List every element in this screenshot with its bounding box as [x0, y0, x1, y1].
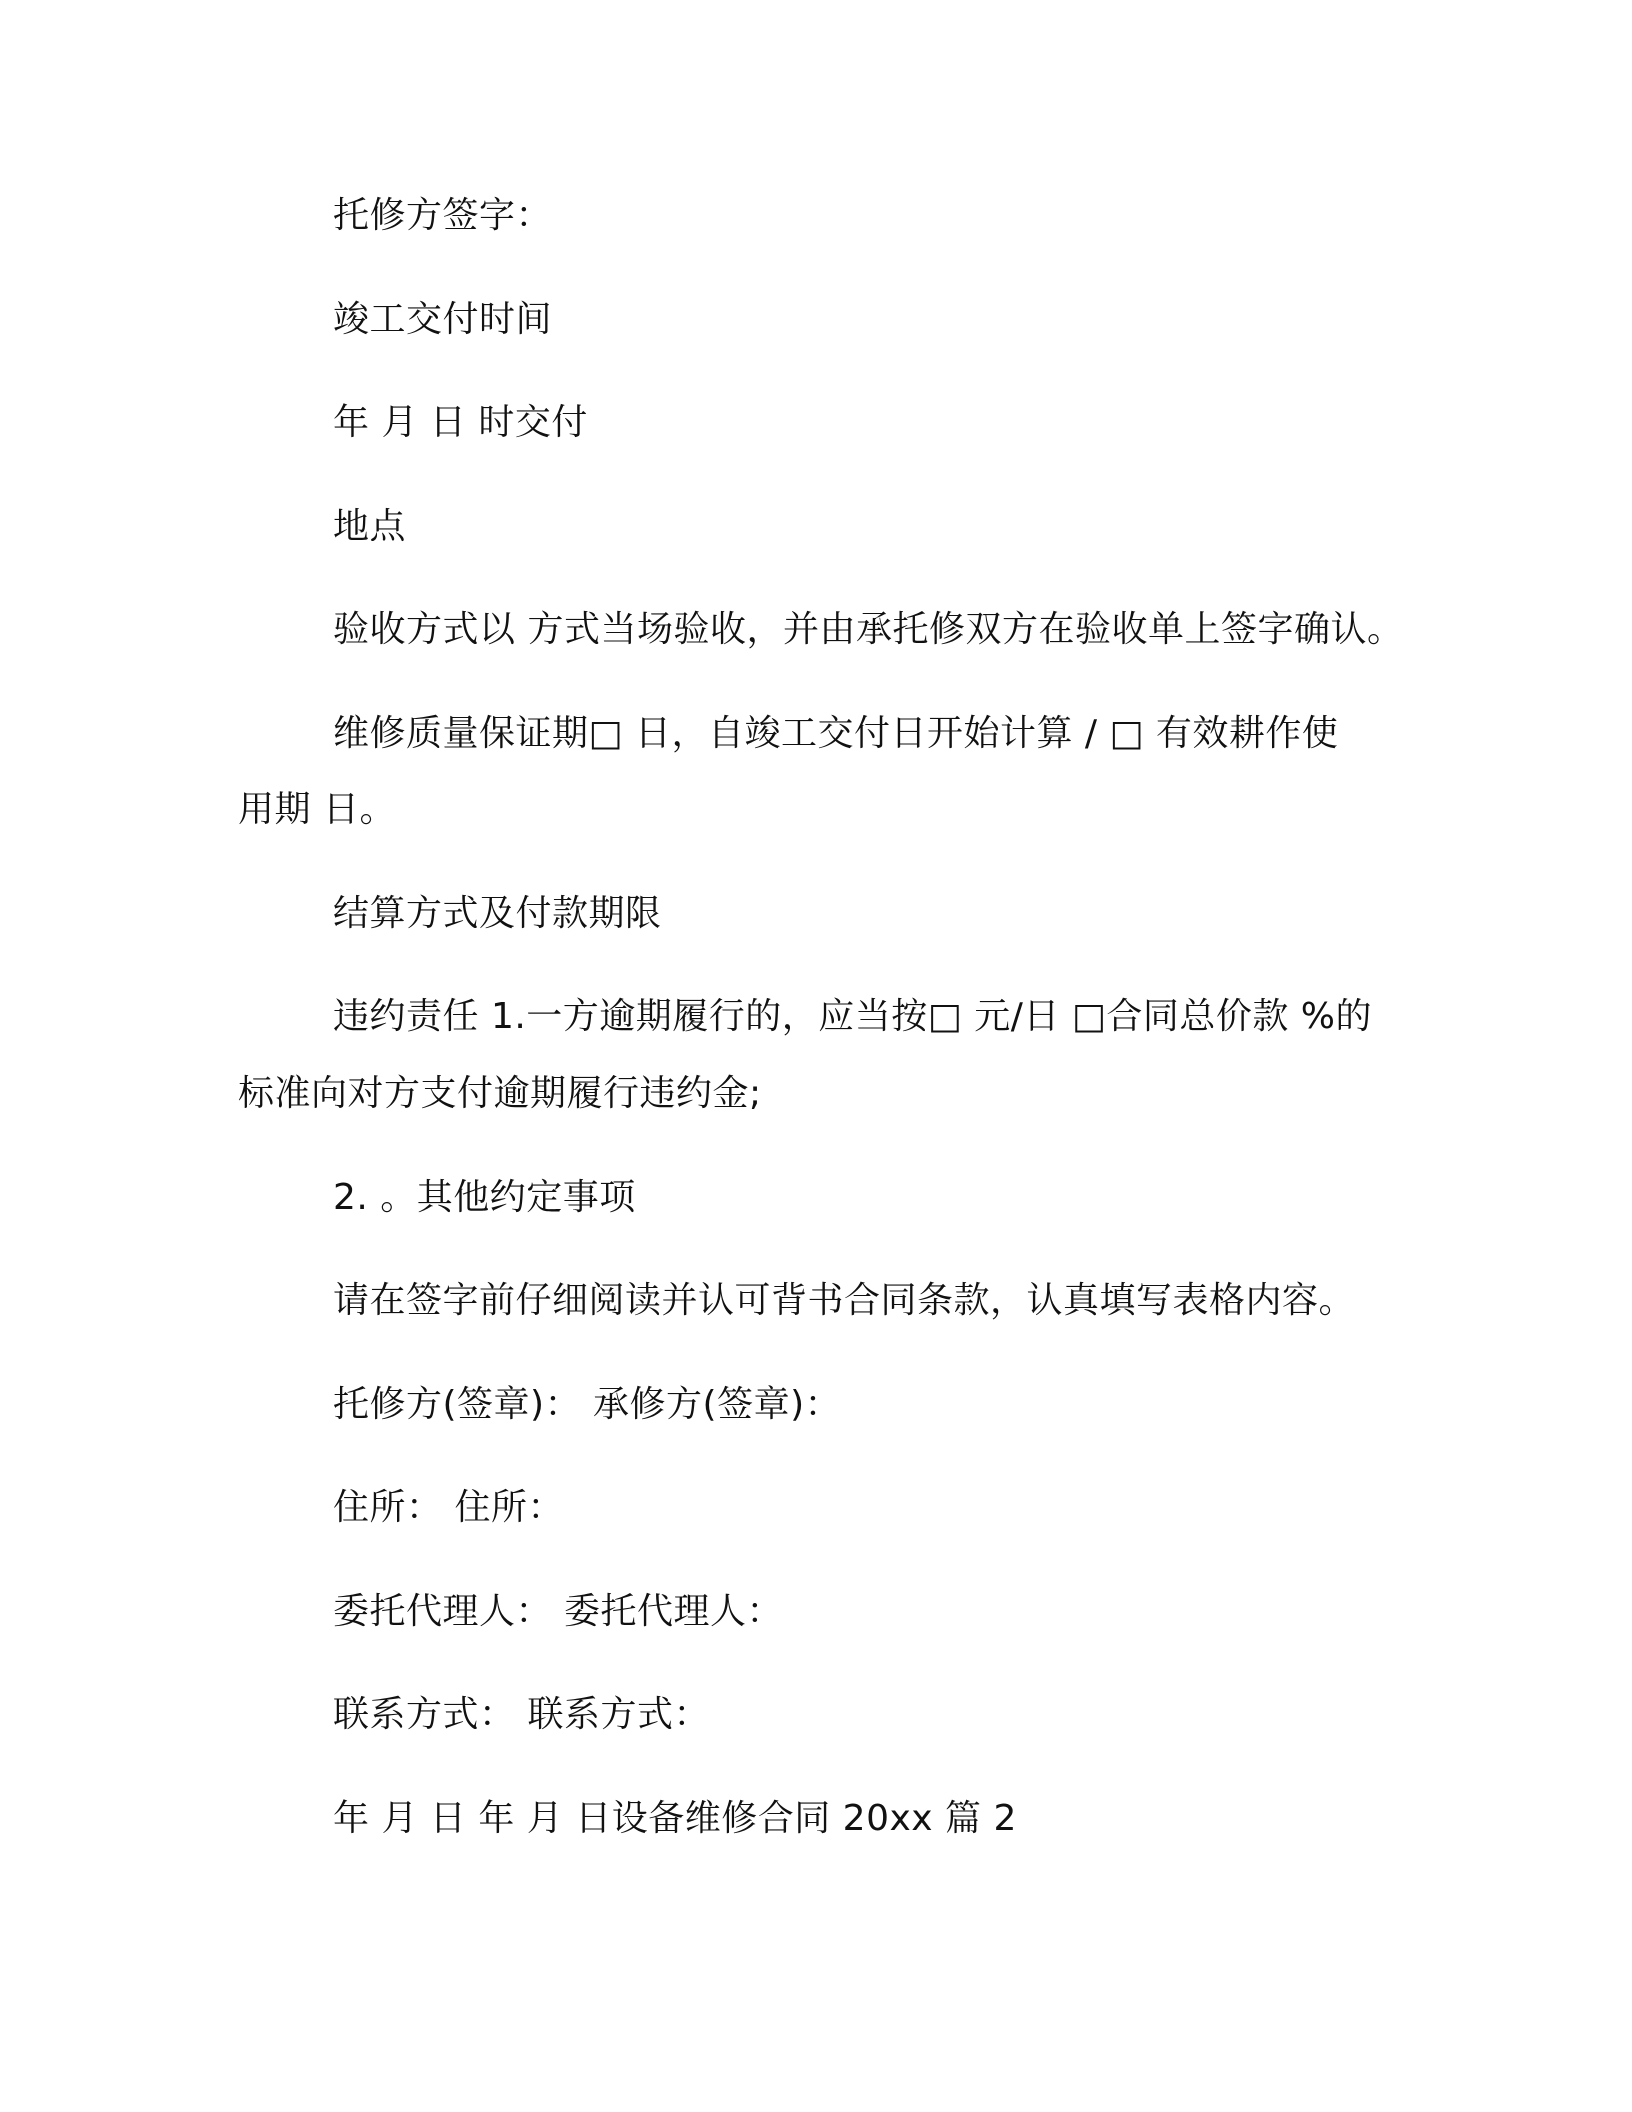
- other-matters-line: 2. 。其他约定事项: [333, 1177, 636, 1218]
- date-and-next-contract-line: 年 月 日 年 月 日设备维修合同 20xx 篇 2: [333, 1798, 1017, 1839]
- delivery-date-line: 年 月 日 时交付: [333, 402, 588, 443]
- reading-notice-line: 请在签字前仔细阅读并认可背书合同条款，认真填写表格内容。: [333, 1280, 1356, 1321]
- client-signature-line: 托修方签字：: [333, 195, 553, 236]
- contact-line: 联系方式： 联系方式：: [333, 1694, 710, 1735]
- warranty-period-line: 维修质量保证期□ 日，自竣工交付日开始计算 / □ 有效耕作使: [333, 713, 1339, 754]
- acceptance-method-line: 验收方式以 方式当场验收，并由承托修双方在验收单上签字确认。: [333, 609, 1404, 650]
- location-line: 地点: [333, 506, 407, 547]
- liability-clause-continuation: 标准向对方支付逾期履行违约金;: [238, 1073, 762, 1114]
- liability-clause-line: 违约责任 1.一方逾期履行的，应当按□ 元/日 □合同总价款 %的: [333, 996, 1372, 1037]
- warranty-period-continuation: 用期 日。: [238, 789, 396, 830]
- settlement-method-line: 结算方式及付款期限: [333, 893, 662, 934]
- parties-seal-line: 托修方(签章)： 承修方(签章)：: [333, 1384, 842, 1425]
- address-line: 住所： 住所：: [333, 1487, 564, 1528]
- agent-line: 委托代理人： 委托代理人：: [333, 1591, 783, 1632]
- completion-delivery-time-line: 竣工交付时间: [333, 299, 553, 340]
